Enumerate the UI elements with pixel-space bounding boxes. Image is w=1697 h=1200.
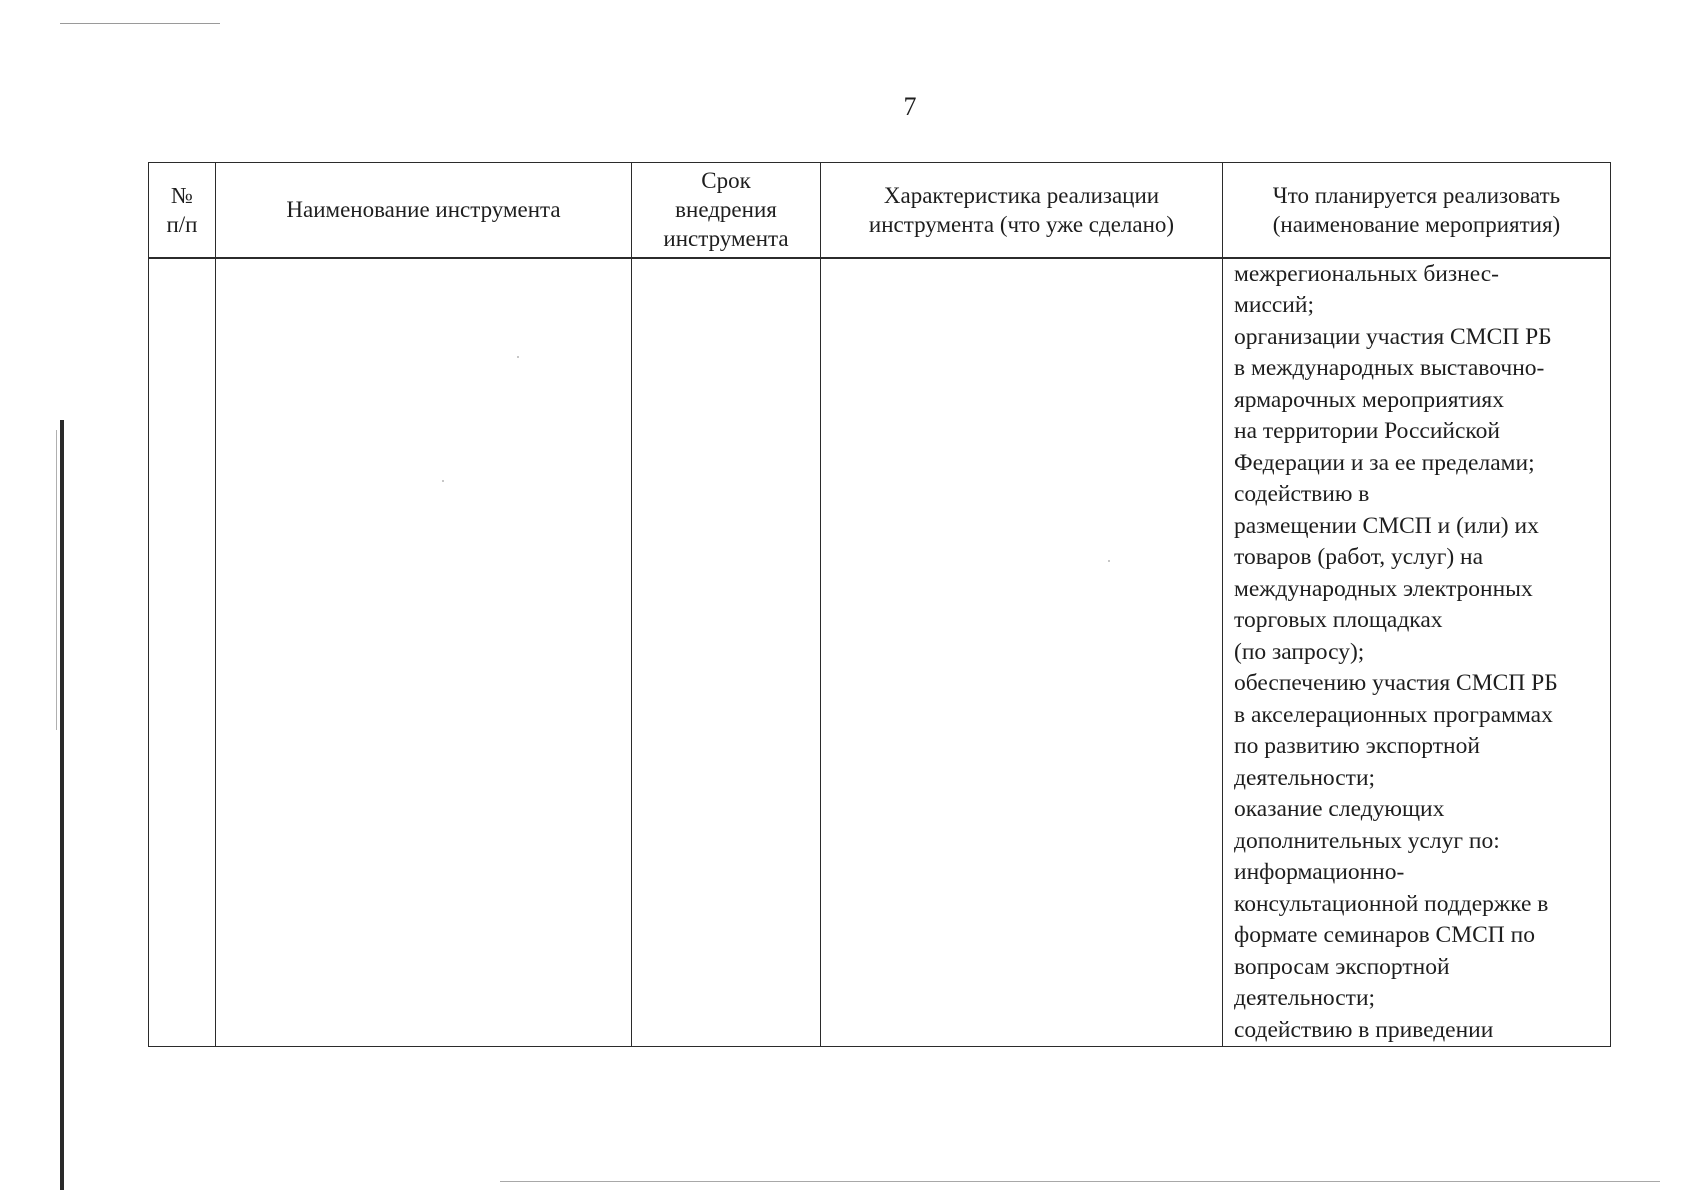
planned-measures-line: содействию в приведении — [1234, 1016, 1494, 1043]
header-number — [149, 163, 216, 258]
planned-measures-line: миссий; — [1234, 292, 1314, 318]
table-row — [149, 258, 1611, 1047]
planned-measures-line: информационно- — [1234, 859, 1405, 885]
planned-measures-line: ярмарочных мероприятиях — [1234, 386, 1504, 413]
planned-measures-line: содействию в — [1234, 481, 1370, 507]
cell-planned-measures — [1223, 258, 1611, 1047]
planned-measures-line: вопросам экспортной — [1234, 953, 1450, 980]
planned-measures-line: формате семинаров СМСП по — [1234, 922, 1535, 948]
measures-table — [148, 162, 1611, 1047]
planned-measures-line: деятельности; — [1234, 764, 1376, 791]
planned-measures-line: размещении СМСП и (или) их — [1234, 512, 1539, 539]
planned-measures-line: в международных выставочно- — [1234, 355, 1545, 381]
planned-measures-line: международных электронных — [1234, 575, 1533, 602]
cell-implementation-characteristics — [821, 258, 1223, 1047]
planned-measures-line: деятельности; — [1234, 985, 1376, 1011]
planned-measures-line: дополнительных услуг по: — [1234, 827, 1500, 854]
header-implementation-term — [632, 163, 821, 258]
planned-measures-line: по развитию экспортной — [1234, 733, 1480, 759]
header-planned-measures-label: Что планируется реализовать (наименование мероприятия) — [1272, 182, 1561, 237]
scan-artifact-bottom-line — [500, 1181, 1660, 1182]
scan-artifact-left-edge — [60, 420, 64, 1190]
header-row — [149, 163, 1611, 258]
table-body — [149, 258, 1611, 1047]
header-number-label: № п/п — [166, 182, 198, 237]
planned-measures-line: оказание следующих — [1234, 796, 1445, 822]
planned-measures-line: на территории Российской — [1234, 418, 1500, 444]
table-header — [149, 163, 1611, 258]
cell-instrument-name — [216, 258, 632, 1047]
header-implementation-term-label: Срок внедрения инструмента — [663, 168, 789, 252]
header-planned-measures — [1223, 163, 1611, 258]
header-implementation-characteristics-label: Характеристика реализации инструмента (что уже сделано) — [868, 182, 1175, 237]
planned-measures-line: межрегиональных бизнес- — [1234, 260, 1499, 287]
cell-implementation-term — [632, 258, 821, 1047]
header-implementation-characteristics — [821, 163, 1223, 258]
cell-number — [149, 258, 216, 1047]
planned-measures-line: Федерации и за ее пределами; — [1234, 449, 1535, 476]
scan-artifact-top-line — [60, 23, 220, 24]
planned-measures-line: в акселерационных программах — [1234, 701, 1553, 728]
planned-measures-line: торговых площадках — [1234, 607, 1443, 633]
planned-measures-line: организации участия СМСП РБ — [1234, 323, 1552, 350]
planned-measures-line: консультационной поддержке в — [1234, 890, 1549, 917]
header-instrument-name — [216, 163, 632, 258]
page-number: 7 — [903, 92, 917, 121]
planned-measures-line: (по запросу); — [1234, 638, 1365, 665]
planned-measures-line: товаров (работ, услуг) на — [1234, 544, 1484, 570]
planned-measures-line: обеспечению участия СМСП РБ — [1234, 670, 1558, 696]
header-instrument-name-label: Наименование инструмента — [286, 197, 561, 223]
scan-artifact-left-thin-line — [56, 430, 57, 730]
